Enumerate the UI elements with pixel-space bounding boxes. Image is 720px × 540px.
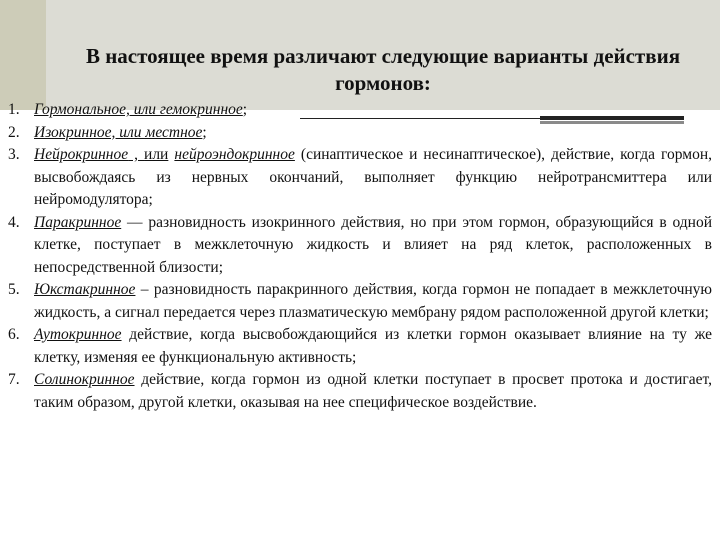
list-item [8,324,712,369]
list-item [8,369,712,414]
item-text: – разновидность паракринного действия, когда гормон не попадает в межклеточную жидкость, а сигнал передается через плазматическую мембрану рядом расположенной другой клетки; [34,281,712,321]
item-separator: , [128,146,145,163]
item-text: ; [202,123,207,141]
item-text: (синаптическое и несинаптическое), действие, когда гормон, высвобождаясь из нервных окончаний, выполняет функцию нейротрансмиттера или нейромодулятора; [34,146,713,208]
item-term: Изокринное, или местное [34,123,203,141]
item-text: действие, когда высвобождающийся из клетки гормон оказывает влияние на ту же клетку, изменяя ее функциональную активность; [34,326,712,366]
item-number: 1. [8,101,20,118]
list-item [8,99,712,122]
item-term: Юкстакринное [34,281,136,298]
bottom-band [0,518,720,540]
item-term: Нейрокринное [34,146,129,163]
item-term: Гормональное, или гемокринное [34,101,243,118]
item-number: 6. [8,326,20,343]
item-number: 2. [8,123,20,141]
item-number: 5. [8,281,20,298]
item-term: Паракринное [34,213,122,231]
slide-title: В настоящее время различают следующие варианты действия гормонов: [85,44,681,95]
left-accent-bar [0,0,46,110]
item-conjunction: или [144,146,169,163]
item-text: действие, когда гормон из одной клетки поступает в просвет протока и достигает, таким образом, другой клетки, оказывая на нее специфическое воздействие. [34,371,712,411]
list-item [8,144,712,212]
item-number: 3. [8,146,20,163]
item-text: — разновидность изокринного действия, но при этом гормон, образующийся в одной клетке, поступает в межклеточную жидкость и влияет на ряд клеток, расположенных в непосредственной близости; [34,213,712,276]
item-term: Солинокринное [34,371,135,388]
item-number: 7. [8,371,20,388]
item-number: 4. [8,213,20,231]
list-item [8,279,712,324]
hormone-action-list [8,99,712,414]
item-term: Аутокринное [34,326,122,343]
list-item [8,122,712,145]
item-term-secondary: нейроэндокринное [174,146,295,163]
list-item [8,212,712,280]
item-text: ; [242,101,248,118]
